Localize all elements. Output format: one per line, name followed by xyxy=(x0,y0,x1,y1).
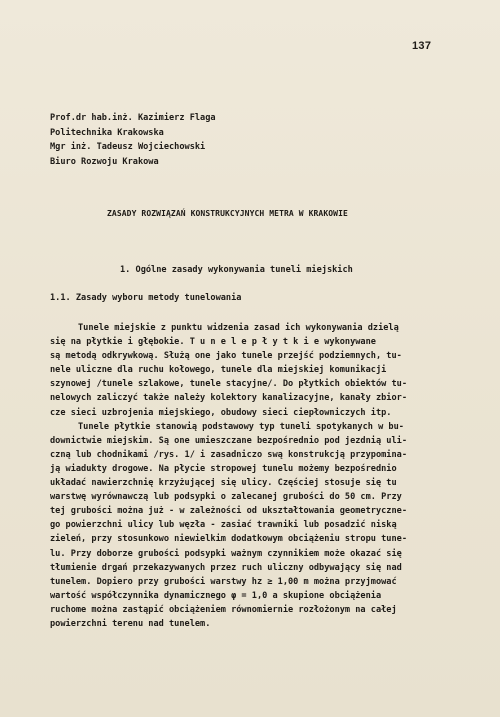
text-line: czną lub chodnikami /rys. 1/ i zasadniczo swą konstrukcją przypomina- xyxy=(50,449,407,460)
text-line: downictwie miejskim. Są one umieszczane bezpośrednio pod jezdnią uli- xyxy=(50,435,407,446)
author-line: Biuro Rozwoju Krakowa xyxy=(50,156,159,167)
author-line: Politechnika Krakowska xyxy=(50,127,164,138)
text-line: wartość współczynnika dynamicznego φ = 1,0 a skupione obciążenia xyxy=(50,590,382,601)
text-line: tej grubości można już - w zależności od ukształtowania geometryczne- xyxy=(50,506,407,517)
text-line: go powierzchni ulicy lub węzła - zasiać trawniki lub posadzić niską xyxy=(50,520,397,531)
author-block xyxy=(50,111,216,169)
body-paragraphs xyxy=(50,321,435,631)
text-line: nelowych zaliczyć także należy kolektory kanalizacyjne, kanały zbior- xyxy=(50,393,407,404)
text-line: układać nawierzchnię krzyżującej się ulicy. Częściej stosuje się tu xyxy=(50,478,397,489)
text-line: Tunele miejskie z punktu widzenia zasad ich wykonywania dzielą xyxy=(78,323,399,333)
text-line: lu. Przy doborze grubości podsypki ważnym czynnikiem może okazać się xyxy=(50,548,402,559)
text-line: powierzchni terenu nad tunelem. xyxy=(50,618,211,629)
text-line: są metodą odkrywkową. Służą one jako tunele przejść podziemnych, tu- xyxy=(50,351,402,362)
text-line: ją wiadukty drogowe. Na płycie stropowej tunelu możemy bezpośrednio xyxy=(50,463,397,474)
text-line: tunelem. Dopiero przy grubości warstwy hz ≥ 1,00 m można przyjmować xyxy=(50,576,397,587)
text-line: tłumienie drgań przekazywanych przez ruch uliczny odbywający się nad xyxy=(50,562,402,573)
section-heading: 1. Ogólne zasady wykonywania tuneli miejskich xyxy=(120,265,353,275)
text-line: warstwę wyrównawczą lub podsypki o zalecanej grubości do 50 cm. Przy xyxy=(50,492,402,503)
text-line: nele uliczne dla ruchu kołowego, tunele dla miejskiej komunikacji xyxy=(50,365,387,376)
text-line: ruchome można zastąpić obciążeniem równomiernie rozłożonym na całej xyxy=(50,604,397,615)
author-line: Mgr inż. Tadeusz Wojciechowski xyxy=(50,142,206,153)
text-line: zieleń, przy stosunkowo niewielkim dodatkowym obciążeniu stropu tune- xyxy=(50,534,407,545)
text-line: cze sieci uzbrojenia miejskiego, obudowy sieci ciepłowniczych itp. xyxy=(50,407,392,418)
text-line: Tunele płytkie stanowią podstawowy typ tuneli spotykanych w bu- xyxy=(78,421,404,432)
page-number: 137 xyxy=(412,40,432,52)
author-line: Prof.dr hab.inż. Kazimierz Flaga xyxy=(50,113,216,123)
subsection-heading: 1.1. Zasady wyboru metody tunelowania xyxy=(50,293,242,303)
text-line: szynowej /tunele szlakowe, tunele stacyjne/. Do płytkich obiektów tu- xyxy=(50,379,407,390)
paper-title: ZASADY ROZWIĄZAŃ KONSTRUKCYJNYCH METRA W KRAKOWIE xyxy=(107,209,348,218)
text-line: się na płytkie i głębokie. T u n e l e p ł y t k i e wykonywane xyxy=(50,337,376,348)
